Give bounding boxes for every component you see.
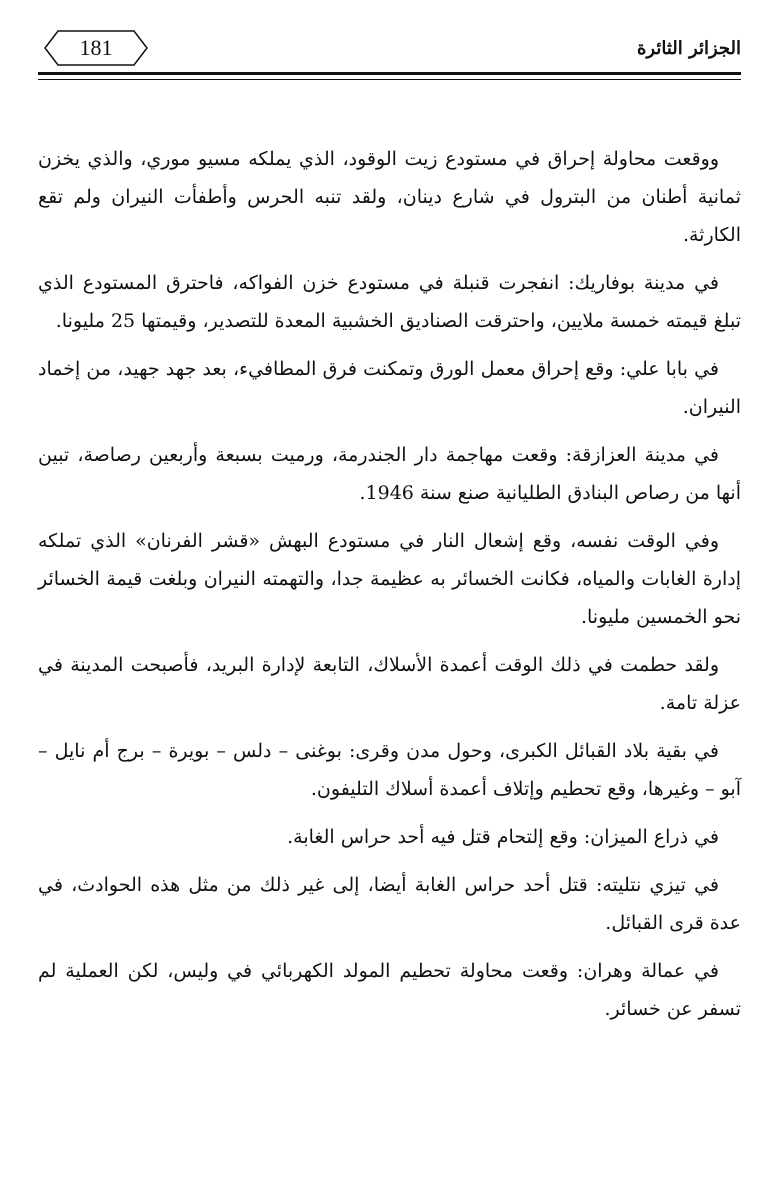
paragraph: في بقية بلاد القبائل الكبرى، وحول مدن وقرى: بوغنى – دلس – بويرة – برج أم نايل – آبو – وغيرها، وقع تحطيم وإتلاف أعمدة أسلاك التليفون. <box>38 740 741 800</box>
header-rule-thick <box>38 72 741 75</box>
running-title: الجزائر الثائرة <box>636 38 741 59</box>
page-number: 181 <box>79 35 113 60</box>
paragraph: في مدينة بوفاريك: انفجرت قنبلة في مستودع خزن الفواكه، فاحترق المستودع الذي تبلغ قيمته خمسة ملايين، واحترقت الصناديق الخشبية المعدة للتصدير، وقيمتها 25 مليونا. <box>38 272 741 332</box>
paragraph: في بابا علي: وقع إحراق معمل الورق وتمكنت فرق المطافيء، بعد جهد جهيد، من إخماد النيران. <box>38 358 741 418</box>
page-header <box>38 26 741 70</box>
paragraph: ووقعت محاولة إحراق في مستودع زيت الوقود، الذي يملكه مسيو موري، والذي يخزن ثمانية أطنان من البترول في شارع دينان، ولقد تنبه الحرس وأطفأت النيران ولم تقع الكارثة. <box>38 148 741 246</box>
paragraph: في عمالة وهران: وقعت محاولة تحطيم المولد الكهربائي في وليس، لكن العملية لم تسفر عن خسائر. <box>38 960 741 1020</box>
page-number-frame <box>44 30 148 66</box>
paragraph: في مدينة العزازقة: وقعت مهاجمة دار الجندرمة، ورميت بسبعة وأربعين رصاصة، تبين أنها من رصاص البنادق الطليانية صنع سنة 1946. <box>38 444 741 504</box>
paragraph: في تيزي نتليته: قتل أحد حراس الغابة أيضا، إلى غير ذلك من مثل هذه الحوادث، في عدة قرى القبائل. <box>38 874 741 934</box>
header-rule-thin <box>38 79 741 80</box>
paragraph: في ذراع الميزان: وقع إلتحام قتل فيه أحد حراس الغابة. <box>287 826 719 848</box>
paragraph: ولقد حطمت في ذلك الوقت أعمدة الأسلاك، التابعة لإدارة البريد، فأصبحت المدينة في عزلة تامة. <box>38 654 741 714</box>
body-text <box>38 140 741 1038</box>
paragraph: وفي الوقت نفسه، وقع إشعال النار في مستودع البهش «قشر الفرنان» الذي تملكه إدارة الغابات والمياه، فكانت الخسائر به عظيمة جدا، والتهمته النيران وبلغت قيمة الخسائر نحو الخمسين مليونا. <box>38 530 741 628</box>
